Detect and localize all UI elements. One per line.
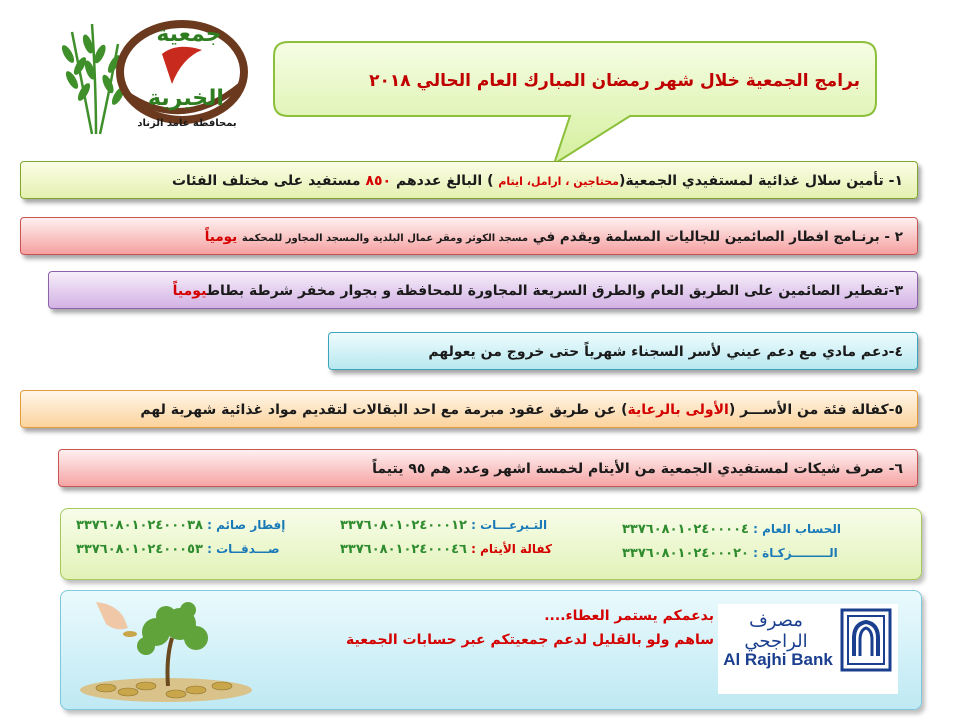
- account-iftar-number: ٣٣٧٦٠٨٠١٠٢٤٠٠٠٣٨: [76, 518, 203, 533]
- program-1-text-a: ١- تأمين سلال غذائية لمستفيدي الجمعية(: [618, 173, 903, 189]
- account-orphans: [340, 542, 552, 557]
- program-1-text-e: مستفيد على مختلف الفئات: [171, 173, 366, 189]
- program-5-priority: الأولى بالرعاية: [627, 402, 729, 418]
- logo-text-line1: جمعية: [156, 22, 222, 47]
- program-2-daily: يومياً: [204, 229, 242, 245]
- program-item-1: [20, 161, 918, 199]
- money-tree-image: [76, 598, 254, 702]
- program-5-text-c: ) عن طريق عقود مبرمة مع احد البقالات لتقديم مواد غذائية شهرية لهم: [140, 402, 628, 418]
- account-general-number: ٣٣٧٦٠٨٠١٠٢٤٠٠٠٠٤: [622, 522, 749, 537]
- bank-emblem-icon: [840, 608, 892, 672]
- program-1-text-c: ) البالغ عددهم: [391, 173, 499, 189]
- account-sadaqat: [76, 542, 280, 557]
- program-3-text-a: ٣-تفطير الصائمين على الطريق العام والطرق السريعة المجاورة للمحافظة و بجوار مخفر شرطة بطاط: [206, 283, 903, 299]
- account-general: [622, 522, 841, 537]
- account-general-label: الحساب العام :: [753, 522, 842, 536]
- account-orphans-label: كفالة الأيتام :: [471, 542, 552, 556]
- account-donations-number: ٣٣٧٦٠٨٠١٠٢٤٠٠٠١٢: [340, 518, 467, 533]
- program-item-2: [20, 217, 918, 255]
- account-donations-label: التـبرعـــات :: [471, 518, 548, 532]
- program-3-daily: يومياً: [172, 283, 207, 299]
- account-orphans-number: ٣٣٧٦٠٨٠١٠٢٤٠٠٠٤٦: [340, 542, 467, 557]
- logo-text-line3: بمحافظة غامد الزناد: [137, 118, 237, 129]
- program-2-locations: مسجد الكوثر ومقر عمال البلدية والمسجد المجاور للمحكمة: [241, 233, 529, 244]
- program-item-3: [48, 271, 918, 309]
- program-6-text: ٦- صرف شيكات لمستفيدي الجمعية من الأيتام لخمسة اشهر وعدد هم ٩٥ يتيماً: [372, 461, 903, 477]
- program-5-text-a: ٥-كفالة فئة من الأســـر (: [728, 402, 903, 418]
- program-2-text-a: ٢ - برنـامج افطار الصائمين للجاليات المسلمة ويقدم في: [528, 229, 903, 245]
- logo-text-line2: الخيرية: [148, 86, 224, 111]
- page-title: برامج الجمعية خلال شهر رمضان المبارك العام الحالي ٢٠١٨: [369, 71, 860, 91]
- bank-slogan-line1: بدعمكم يستمر العطاء....: [544, 608, 714, 624]
- account-zakat: [622, 546, 838, 561]
- bank-name-arabic: مصرف الراجحي: [744, 610, 808, 652]
- program-item-5: [20, 390, 918, 428]
- bank-slogan-line2: ساهم ولو بالقليل لدعم جمعيتكم عبر حسابات الجمعية: [346, 632, 714, 648]
- program-1-beneficiaries: محتاجين ، ارامل، ايتام: [498, 175, 619, 188]
- program-1-count: ٨٥٠: [365, 173, 392, 189]
- account-iftar-label: إفطار صائم :: [207, 518, 286, 532]
- program-item-6: [58, 449, 918, 487]
- account-sadaqat-label: صـــدقــات :: [207, 542, 280, 556]
- bank-name-english: Al Rajhi Bank: [723, 650, 833, 669]
- program-item-4: [328, 332, 918, 370]
- account-sadaqat-number: ٣٣٧٦٠٨٠١٠٢٤٠٠٠٥٣: [76, 542, 203, 557]
- account-donations: [340, 518, 547, 533]
- account-zakat-label: الـــــــــزكـاة :: [753, 546, 838, 560]
- account-iftar: [76, 518, 285, 533]
- account-zakat-number: ٣٣٧٦٠٨٠١٠٢٤٠٠٠٢٠: [622, 546, 749, 561]
- program-4-text: ٤-دعم مادي مع دعم عيني لأسر السجناء شهرياً حتى خروج من يعولهم: [428, 344, 903, 360]
